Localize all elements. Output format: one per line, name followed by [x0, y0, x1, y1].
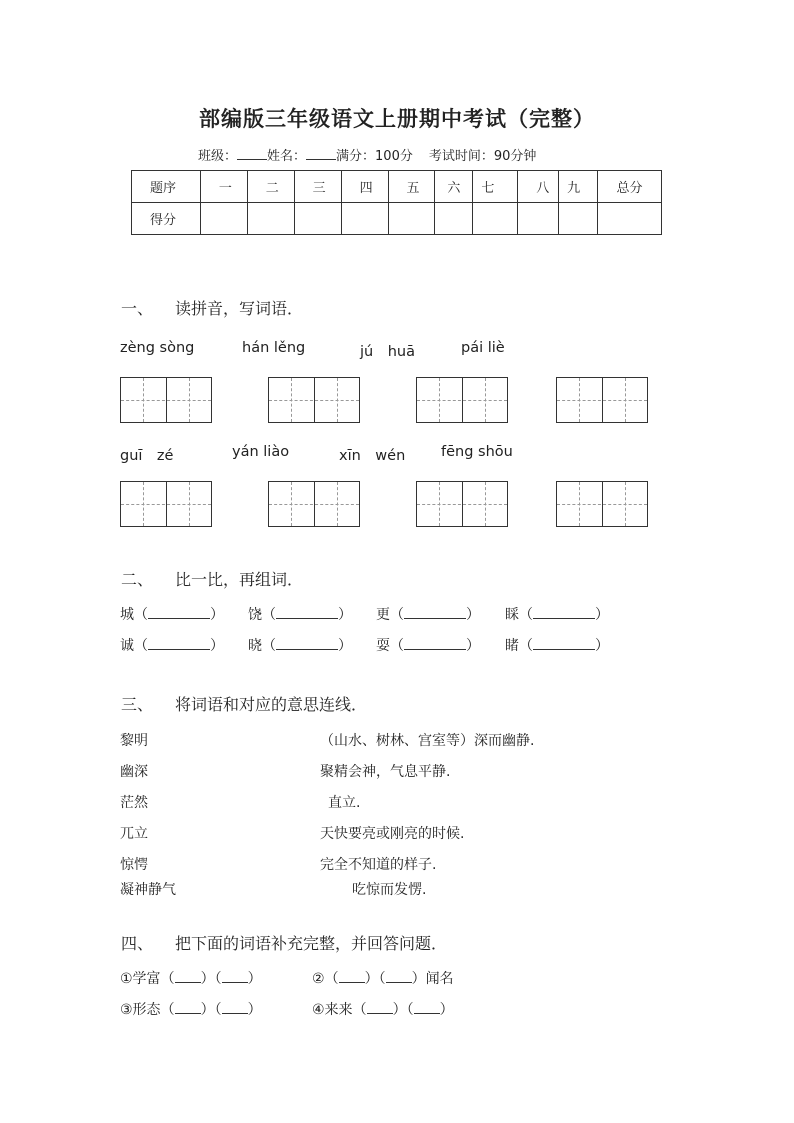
- match-meaning[interactable]: 直立.: [328, 795, 361, 811]
- answer-blank[interactable]: [414, 1001, 440, 1014]
- header-cell: 题序: [132, 171, 201, 203]
- compare-item: 睬（ ）: [505, 607, 609, 623]
- header-cell: 四: [341, 171, 388, 203]
- header-cell: 八: [518, 171, 559, 203]
- pinyin: hán lěng: [242, 340, 306, 356]
- score-cell[interactable]: [473, 203, 518, 235]
- answer-blank[interactable]: [175, 970, 201, 983]
- answer-blank[interactable]: [276, 606, 338, 619]
- writing-grid[interactable]: [556, 481, 648, 527]
- section1-heading: [121, 296, 303, 319]
- match-word[interactable]: 黎明: [120, 733, 148, 749]
- score-cell[interactable]: [598, 203, 662, 235]
- score-row-label: 得分: [132, 203, 201, 235]
- answer-blank[interactable]: [404, 606, 466, 619]
- header-cell: 二: [247, 171, 294, 203]
- pinyin: yán liào: [232, 444, 290, 460]
- match-meaning[interactable]: （山水、树林、宫室等）深而幽静.: [320, 733, 535, 749]
- writing-grid[interactable]: [416, 481, 508, 527]
- class-blank[interactable]: [237, 148, 267, 160]
- compare-item: 饶（ ）: [248, 607, 352, 623]
- section-title: 将词语和对应的意思连线．: [175, 695, 368, 714]
- exam-info: [198, 145, 536, 164]
- answer-blank[interactable]: [386, 970, 412, 983]
- match-meaning[interactable]: 吃惊而发愣.: [352, 882, 427, 898]
- page-title: 部编版三年级语文上册期中考试（完整）: [199, 106, 595, 131]
- section3-heading: [121, 692, 367, 715]
- section2-heading: [121, 567, 303, 590]
- pinyin: jú huā: [360, 344, 415, 360]
- match-meaning[interactable]: 完全不知道的样子.: [320, 857, 437, 873]
- match-word[interactable]: 幽深: [120, 764, 148, 780]
- header-cell: 七: [473, 171, 518, 203]
- name-blank[interactable]: [306, 148, 336, 160]
- score-cell[interactable]: [247, 203, 294, 235]
- match-meaning[interactable]: 聚精会神，气息平静.: [320, 764, 451, 780]
- writing-grid[interactable]: [556, 377, 648, 423]
- compare-item: 城（ ）: [120, 607, 224, 623]
- section-number: 三、: [121, 695, 154, 714]
- answer-blank[interactable]: [367, 1001, 393, 1014]
- name-label: 姓名：: [267, 149, 307, 164]
- section-number: 二、: [121, 570, 154, 589]
- score-cell[interactable]: [294, 203, 341, 235]
- compare-item: 晓（ ）: [248, 638, 352, 654]
- writing-grid[interactable]: [120, 481, 212, 527]
- pinyin: guī zé: [120, 448, 174, 464]
- header-cell: 一: [200, 171, 247, 203]
- header-cell: 六: [435, 171, 473, 203]
- idiom-item: ③形态（ ）（ ）: [120, 1002, 262, 1018]
- answer-blank[interactable]: [276, 637, 338, 650]
- match-word[interactable]: 凝神静气: [120, 882, 176, 898]
- score-table: [131, 170, 662, 235]
- section-number: 四、: [121, 934, 154, 953]
- score-cell[interactable]: [200, 203, 247, 235]
- writing-grid[interactable]: [268, 481, 360, 527]
- pinyin: xīn wén: [339, 448, 406, 464]
- compare-item: 睹（ ）: [505, 638, 609, 654]
- idiom-item: ④来来（ ）（ ）: [312, 1002, 454, 1018]
- pinyin: zèng sòng: [120, 340, 195, 356]
- pinyin: fēng shōu: [441, 444, 513, 460]
- answer-blank[interactable]: [222, 970, 248, 983]
- writing-grid[interactable]: [416, 377, 508, 423]
- section-title: 把下面的词语补充完整，并回答问题．: [175, 934, 448, 953]
- score-cell[interactable]: [388, 203, 435, 235]
- score-cell[interactable]: [435, 203, 473, 235]
- writing-grid[interactable]: [120, 377, 212, 423]
- class-label: 班级：: [198, 149, 238, 164]
- match-word[interactable]: 茫然: [120, 795, 148, 811]
- compare-item: 更（ ）: [376, 607, 480, 623]
- answer-blank[interactable]: [148, 637, 210, 650]
- answer-blank[interactable]: [339, 970, 365, 983]
- header-cell: 三: [294, 171, 341, 203]
- score-cell[interactable]: [559, 203, 598, 235]
- idiom-item: ①学富（ ）（ ）: [120, 971, 262, 987]
- answer-blank[interactable]: [148, 606, 210, 619]
- score-cell[interactable]: [518, 203, 559, 235]
- pinyin: pái liè: [461, 340, 505, 356]
- section4-heading: [121, 931, 447, 954]
- score-header-row: [132, 171, 662, 203]
- compare-item: 耍（ ）: [376, 638, 480, 654]
- match-word[interactable]: 兀立: [120, 826, 148, 842]
- writing-grid[interactable]: [268, 377, 360, 423]
- section-number: 一、: [121, 299, 154, 318]
- header-cell: 九: [559, 171, 598, 203]
- exam-time: 考试时间：90分钟: [428, 149, 537, 164]
- match-meaning[interactable]: 天快要亮或刚亮的时候.: [320, 826, 465, 842]
- full-score: 满分：100分: [336, 149, 413, 164]
- section-title: 比一比，再组词．: [175, 570, 304, 589]
- idiom-item: ②（ ）（ ）闻名: [312, 971, 454, 987]
- answer-blank[interactable]: [533, 637, 595, 650]
- answer-blank[interactable]: [222, 1001, 248, 1014]
- answer-blank[interactable]: [404, 637, 466, 650]
- answer-blank[interactable]: [533, 606, 595, 619]
- answer-blank[interactable]: [175, 1001, 201, 1014]
- score-cell[interactable]: [341, 203, 388, 235]
- score-row: [132, 203, 662, 235]
- section-title: 读拼音，写词语．: [175, 299, 304, 318]
- compare-item: 诚（ ）: [120, 638, 224, 654]
- match-word[interactable]: 惊愕: [120, 857, 148, 873]
- header-cell: 总分: [598, 171, 662, 203]
- header-cell: 五: [388, 171, 435, 203]
